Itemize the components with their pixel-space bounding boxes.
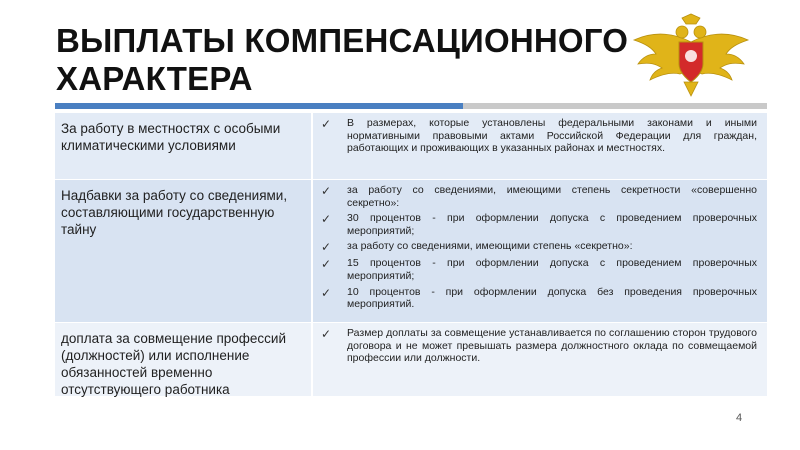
table-row xyxy=(55,180,767,323)
list-item: ✓ за работу со сведениями, имеющими степень секретности «совершенно секретно»: xyxy=(321,184,757,209)
header-accent-bar xyxy=(55,103,463,109)
row-content xyxy=(313,180,767,322)
table-row xyxy=(55,323,767,397)
row-label: доплата за совмещение профессий (должностей) или исполнение обязанностей временно отсутствующего работника xyxy=(55,323,313,396)
page-number: 4 xyxy=(736,412,743,424)
table-row xyxy=(55,113,767,180)
page-title: ВЫПЛАТЫ КОМПЕНСАЦИОННОГО ХАРАКТЕРА xyxy=(56,22,629,97)
check-icon: ✓ xyxy=(321,285,332,300)
row-label: Надбавки за работу со сведениями, составляющими государственную тайну xyxy=(55,180,313,322)
row-label: За работу в местностях с особыми климатическими условиями xyxy=(55,113,313,179)
list-item: ✓ 30 процентов - при оформлении допуска с проведением проверочных мероприятий; xyxy=(321,212,757,237)
list-item: ✓ 15 процентов - при оформлении допуска с проведением проверочных мероприятий; xyxy=(321,257,757,282)
check-icon: ✓ xyxy=(321,240,332,255)
list-item: ✓ 10 процентов - при оформлении допуска без проведения проверочных мероприятий. xyxy=(321,285,757,311)
double-headed-eagle-emblem-icon xyxy=(626,12,756,98)
check-icon: ✓ xyxy=(321,184,332,198)
list-item: ✓ Размер доплаты за совмещение устанавливается по соглашению сторон трудового договора и не может превышать размера должностного оклада по совмещаемой профессии или должности. xyxy=(321,327,757,365)
compensation-table xyxy=(55,113,767,397)
check-icon: ✓ xyxy=(321,212,332,227)
row-content xyxy=(313,113,767,179)
check-icon: ✓ xyxy=(321,327,332,341)
check-icon: ✓ xyxy=(321,117,332,131)
check-icon: ✓ xyxy=(321,257,332,272)
list-item: ✓ за работу со сведениями, имеющими степень «секретно»: xyxy=(321,240,633,255)
list-item: ✓ В размерах, которые установлены федеральными законами и иными нормативными правовыми актами Российской Федерации для граждан, работающих и проживающих в указанных районах и местностях. xyxy=(321,117,757,155)
row-content xyxy=(313,323,767,396)
